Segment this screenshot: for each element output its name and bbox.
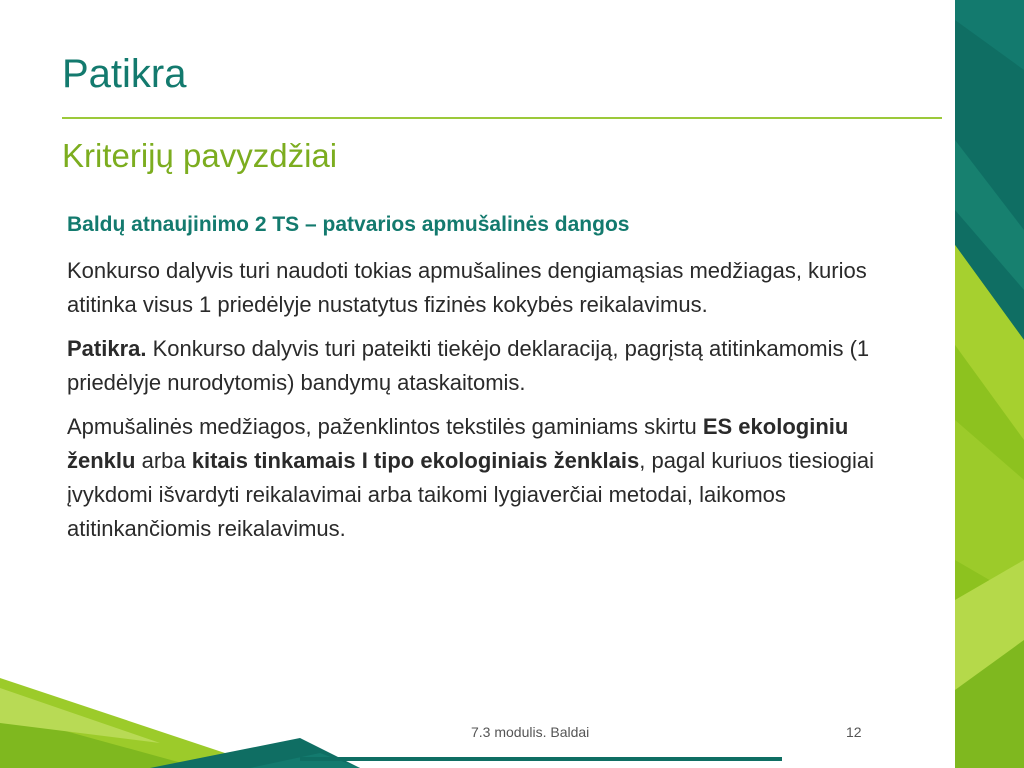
title-divider [62,117,942,119]
content-heading: Baldų atnaujinimo 2 TS – patvarios apmušalinės dangos [67,213,630,236]
verification-label: Patikra. [67,336,147,361]
slide-subtitle: Kriterijų pavyzdžiai [62,137,338,174]
paragraph-verification [67,332,882,400]
paragraph-ecolabel [67,410,882,546]
right-decorative-band [955,0,1024,768]
ecolabel-text-1: Apmušalinės medžiagos, paženklintos tekstilės gaminiams skirtu [67,414,703,439]
page-number: 12 [846,724,862,740]
ecolabel-text-3: , pagal kuriuos tiesiogiai įvykdomi išvardyti reikalavimai arba taikomi lygiaverčiai metodai, laikomos atitinkančiomis reikalavimus. [67,448,875,541]
verification-text: Konkurso dalyvis turi pateikti tiekėjo deklaraciją, pagrįstą atitinkamomis (1 priedėlyje nurodytomis) bandymų ataskaitomis. [67,336,870,395]
ecolabel-text-2: arba [135,448,192,473]
paragraph-requirement: Konkurso dalyvis turi naudoti tokias apmušalines dengiamąsias medžiagas, kurios atitinka visus 1 priedėlyje nustatytus fizinės kokybės reikalavimus. [67,258,867,317]
ecolabel-bold-1: ES ekologiniu ženklu [67,414,849,473]
bottom-bar [300,757,782,761]
footer-module-label: 7.3 modulis. Baldai [471,724,590,740]
slide-content [67,208,882,556]
slide-title: Patikra [62,52,187,96]
bottom-left-decoration [0,668,360,768]
ecolabel-bold-2: kitais tinkamais I tipo ekologiniais ženklais [191,448,640,473]
